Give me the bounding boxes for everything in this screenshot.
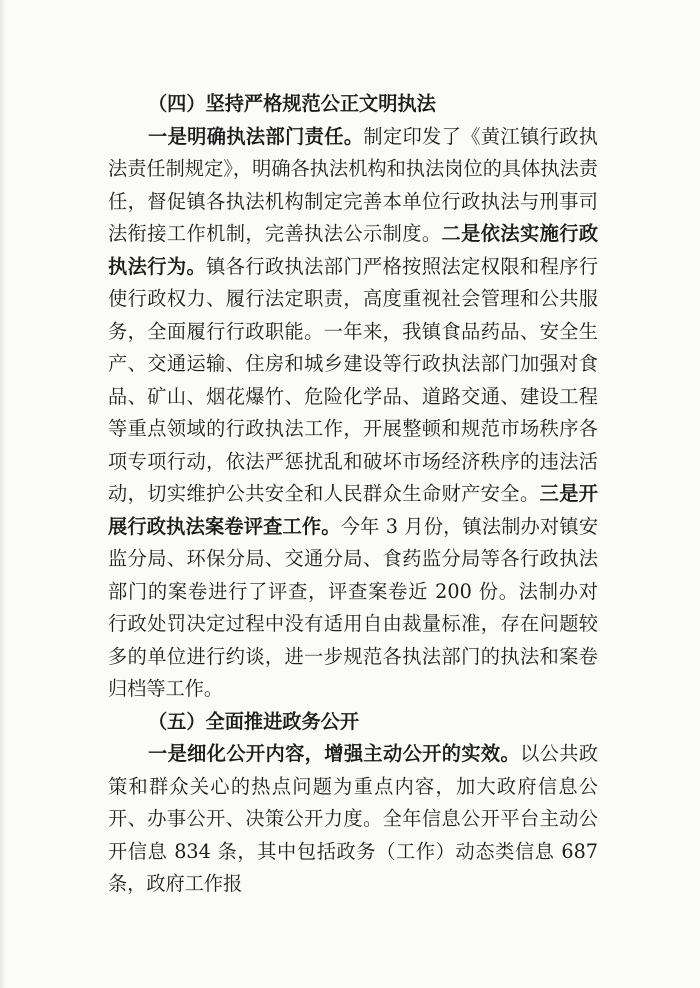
- scan-edge: [0, 0, 6, 988]
- section-4-lead-3: 三是开展行政执法案卷评查工作。: [108, 482, 598, 538]
- section-5-text-1: 以公共政策和群众关心的热点问题为重点内容，加大政府信息公开、办事公开、决策公开力度。全年信息公开平台主动公开信息 834 条，其中包括政务（工作）动态类信息 687 条，政府工作报: [108, 742, 599, 895]
- section-4-text-3: 今年 3 月份，镇法制办对镇安监分局、环保分局、交通分局、食药监分局等各行政执法部门的案卷进行了评查，评查案卷近 200 份。法制办对行政处罚决定过程中没有适用自由裁量标准，存在问题较多的单位进行约谈，进一步规范各执法部门的执法和案卷归档等工作。: [108, 514, 599, 700]
- section-4-lead-1: 一是明确执法部门责任。: [148, 124, 364, 148]
- section-4-heading: （四）坚持严格规范公正文明执法: [148, 92, 436, 115]
- section-5-paragraph: [108, 738, 598, 901]
- section-5-lead-1: 一是细化公开内容，增强主动公开的实效。: [148, 742, 521, 765]
- section-4-text-2: 镇各行政执法部门严格按照法定权限和程序行使行政权力、履行法定职责，高度重视社会管理和公共服务，全面履行行政职能。一年来，我镇食品药品、安全生产、交通运输、住房和城乡建设等行政执法部门加强对食品、矿山、烟花爆竹、危险化学品、道路交通、建设工程等重点领域的行政执法工作，开展整顿和规范市场秩序各项专项行动，依法严惩扰乱和破坏市场经济秩序的违法活动，切实维护公共安全和人民群众生命财产安全。: [108, 254, 599, 505]
- section-4-text-1: 制定印发了《黄江镇行政执法责任制规定》，明确各执法机构和执法岗位的具体执法责任，督促镇各执法机构制定完善本单位行政执法与刑事司法衔接工作机制，完善执法公示制度。: [108, 124, 598, 245]
- section-5-heading: （五）全面推进政务公开: [148, 709, 360, 733]
- section-4-lead-2: 二是依法实施行政执法行为。: [108, 222, 599, 278]
- section-4-paragraph: [108, 121, 598, 706]
- document-body: [108, 88, 598, 901]
